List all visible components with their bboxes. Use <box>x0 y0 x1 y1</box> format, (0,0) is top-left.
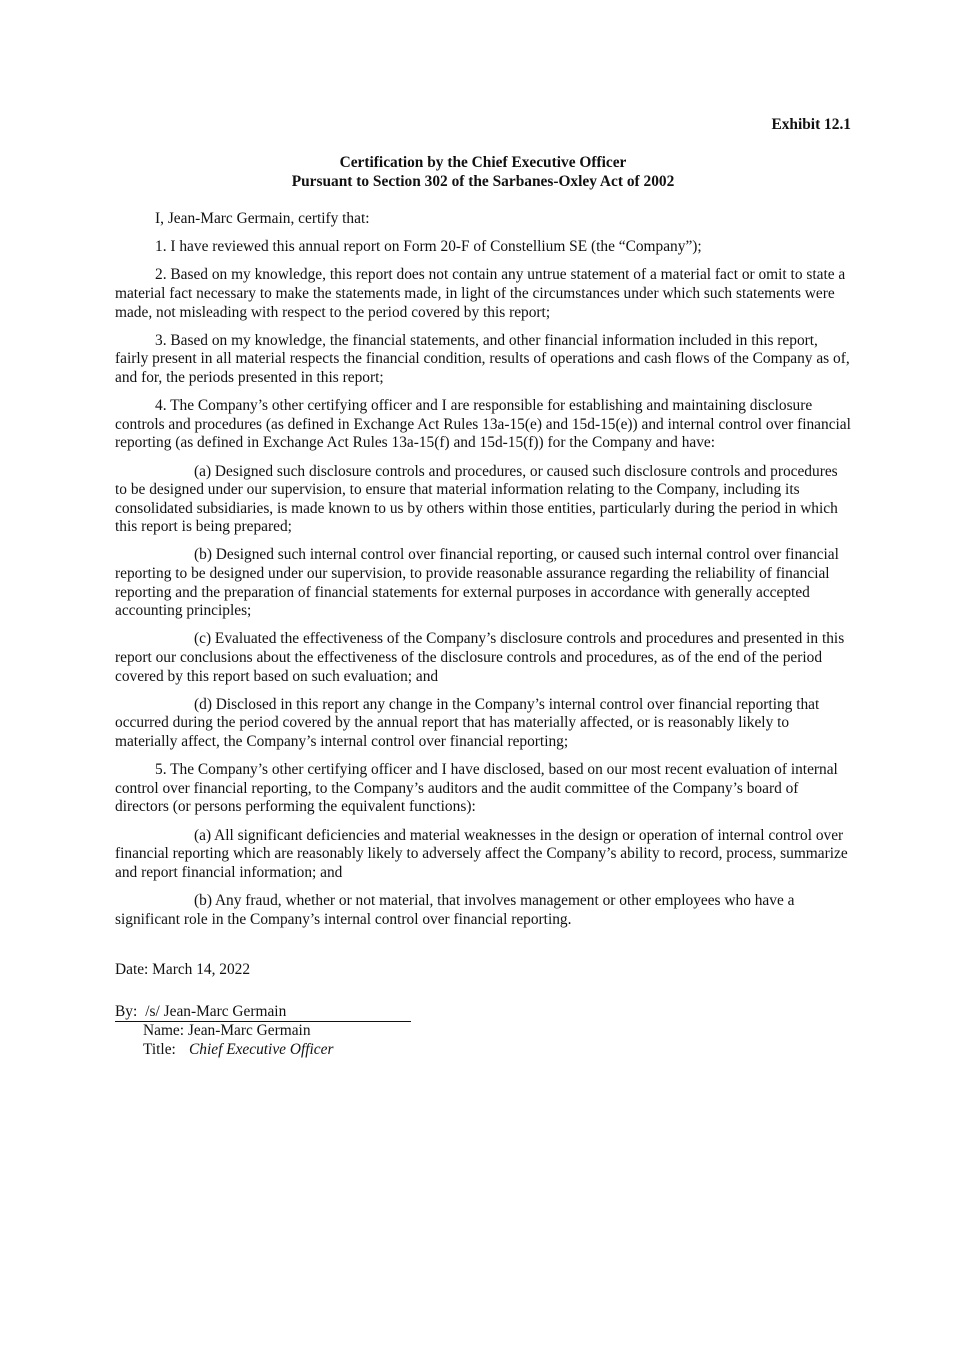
signature-date: Date: March 14, 2022 <box>115 961 251 978</box>
exhibit-label: Exhibit 12.1 <box>771 116 851 133</box>
document-body <box>115 210 851 939</box>
paragraph-2: 2. Based on my knowledge, this report does not contain any untrue statement of a material fact or omit to state a material fact necessary to make the statements made, in light of the circumstances under which such statements were made, not misleading with respect to the period covered by this report; <box>115 266 846 321</box>
paragraph-5b: (b) Any fraud, whether or not material, that involves management or other employees who have a significant role in the Company’s internal control over financial reporting. <box>115 891 795 928</box>
paragraph-4c: (c) Evaluated the effectiveness of the Company’s disclosure controls and procedures and presented in this report our conclusions about the effectiveness of the disclosure controls and procedures, as of the end of the period covered by this report based on such evaluation; and <box>115 630 845 685</box>
title-line-1: Certification by the Chief Executive Officer <box>339 154 627 171</box>
by-label: By: <box>115 1003 138 1020</box>
title-value: Chief Executive Officer <box>189 1041 334 1058</box>
paragraph-4a: (a) Designed such disclosure controls and procedures, or caused such disclosure controls and procedures to be designed under our supervision, to ensure that material information relating to the Company, including its consolidated subsidiaries, is made known to us by others within those entities, particularly during the period in which this report is being prepared; <box>115 462 838 536</box>
signature-value: /s/ Jean-Marc Germain <box>145 1003 287 1020</box>
intro-paragraph: I, Jean-Marc Germain, certify that: <box>155 210 370 227</box>
paragraph-4: 4. The Company’s other certifying officer and I are responsible for establishing and maintaining disclosure controls and procedures (as defined in Exchange Act Rules 13a-15(e) and 15d-15(e)) and internal control over financial reporting (as defined in Exchange Act Rules 13a-15(f) and 15d-15(f)) for the Company and have: <box>115 397 851 452</box>
signer-name: Name: Jean-Marc Germain <box>143 1022 311 1039</box>
signer-title <box>143 1041 333 1060</box>
document-title <box>115 154 851 191</box>
paragraph-1: 1. I have reviewed this annual report on Form 20-F of Constellium SE (the “Company”); <box>155 238 702 256</box>
title-line-2: Pursuant to Section 302 of the Sarbanes-Oxley Act of 2002 <box>291 172 675 190</box>
paragraph-5: 5. The Company’s other certifying officer and I have disclosed, based on our most recent evaluation of internal control over financial reporting, to the Company’s auditors and the audit committee of the Company’s board of directors (or persons performing the equivalent functions): <box>115 761 838 816</box>
signature-line <box>115 1003 411 1022</box>
paragraph-4d: (d) Disclosed in this report any change in the Company’s internal control over financial reporting that occurred during the period covered by the annual report that has materially affected, or is reasonably likely to materially affect, the Company’s internal control over financial reporting; <box>115 695 820 750</box>
title-label: Title: <box>143 1041 176 1058</box>
paragraph-4b: (b) Designed such internal control over financial reporting, or caused such internal control over financial reporting to be designed under our supervision, to provide reasonable assurance regarding the reliability of financial reporting and the preparation of financial statements for external purposes in accordance with generally accepted accounting principles; <box>115 546 839 620</box>
paragraph-3: 3. Based on my knowledge, the financial statements, and other financial information included in this report, fairly present in all material respects the financial condition, results of operations and cash flows of the Company as of, and for, the periods presented in this report; <box>115 331 850 386</box>
paragraph-5a: (a) All significant deficiencies and material weaknesses in the design or operation of internal control over financial reporting which are reasonably likely to adversely affect the Company’s ability to record, process, summarize and report financial information; and <box>115 826 848 881</box>
